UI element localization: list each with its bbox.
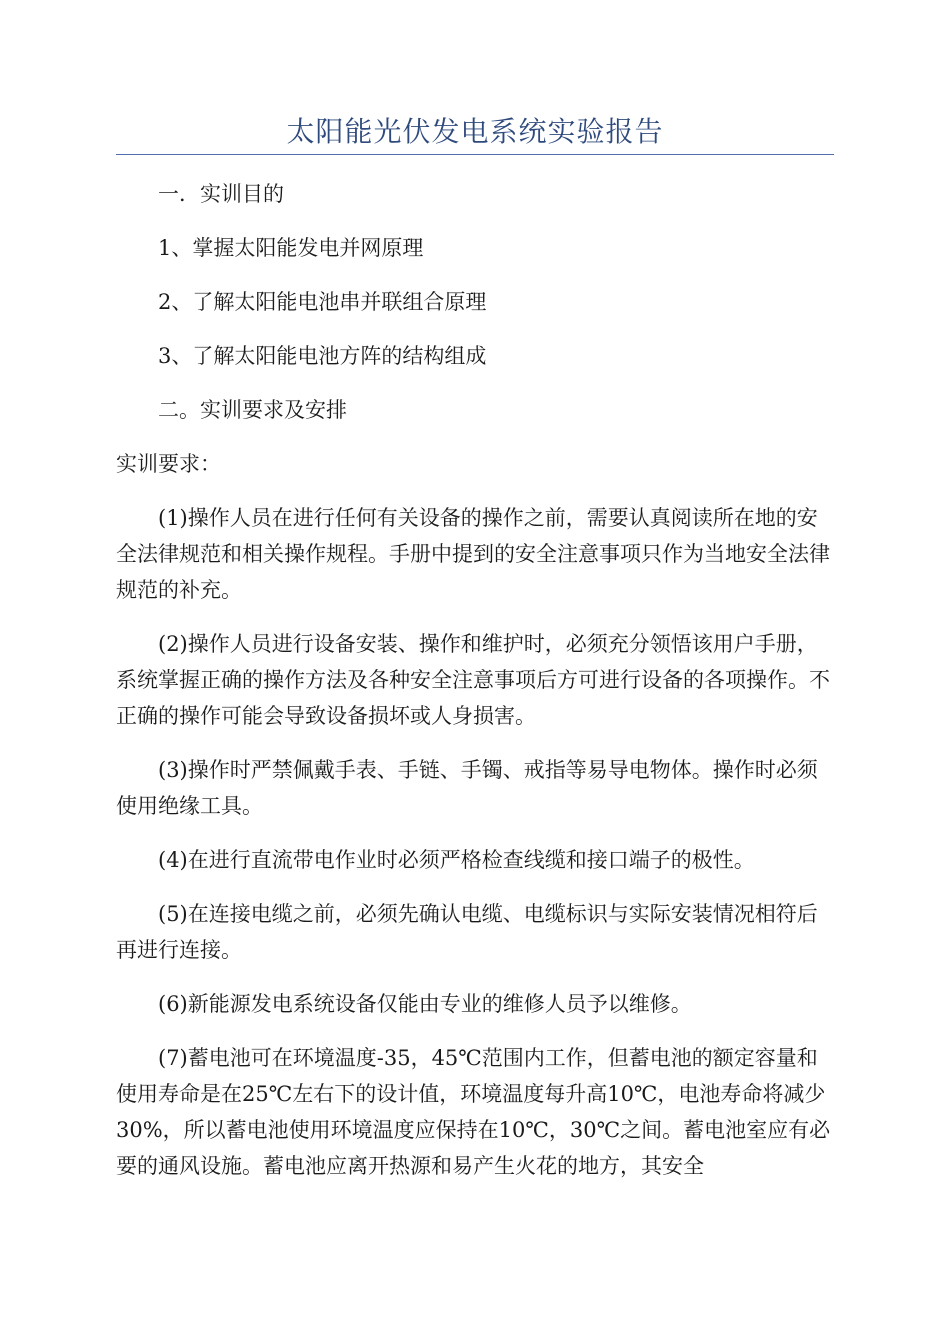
requirement-paragraph-5: (5)在连接电缆之前，必须先确认电缆、电缆标识与实际安装情况相符后再进行连接。 bbox=[116, 902, 818, 962]
requirement-paragraph-6: (6)新能源发电系统设备仅能由专业的维修人员予以维修。 bbox=[158, 992, 692, 1016]
section-heading-2: 二。实训要求及安排 bbox=[158, 398, 347, 422]
requirement-paragraph-2: (2)操作人员进行设备安装、操作和维护时，必须充分领悟该用户手册，系统掌握正确的操作方法及各种安全注意事项后方可进行设备的各项操作。不正确的操作可能会导致设备损坏或人身损害。 bbox=[116, 632, 830, 728]
section-heading-1: 一．实训目的 bbox=[158, 182, 284, 206]
objective-item-2: 2、了解太阳能电池串并联组合原理 bbox=[158, 290, 487, 314]
requirement-paragraph-4: (4)在进行直流带电作业时必须严格检查线缆和接口端子的极性。 bbox=[158, 848, 755, 872]
document-body bbox=[116, 176, 834, 1202]
objective-item-1: 1、掌握太阳能发电并网原理 bbox=[158, 236, 424, 260]
requirement-paragraph-7: (7)蓄电池可在环境温度-35，45℃范围内工作，但蓄电池的额定容量和使用寿命是在25℃左右下的设计值，环境温度每升高10℃，电池寿命将减少30%，所以蓄电池使用环境温度应保持在10℃，30℃之间。蓄电池室应有必要的通风设施。蓄电池应离开热源和易产生火花的地方，其安全 bbox=[116, 1046, 831, 1178]
title-underline bbox=[116, 154, 834, 155]
requirements-label: 实训要求： bbox=[116, 452, 221, 476]
requirement-paragraph-1: (1)操作人员在进行任何有关设备的操作之前，需要认真阅读所在地的安全法律规范和相关操作规程。手册中提到的安全注意事项只作为当地安全法律规范的补充。 bbox=[116, 506, 830, 602]
objective-item-3: 3、了解太阳能电池方阵的结构组成 bbox=[158, 344, 487, 368]
document-title: 太阳能光伏发电系统实验报告 bbox=[286, 115, 664, 148]
requirement-paragraph-3: (3)操作时严禁佩戴手表、手链、手镯、戒指等易导电物体。操作时必须使用绝缘工具。 bbox=[116, 758, 818, 818]
